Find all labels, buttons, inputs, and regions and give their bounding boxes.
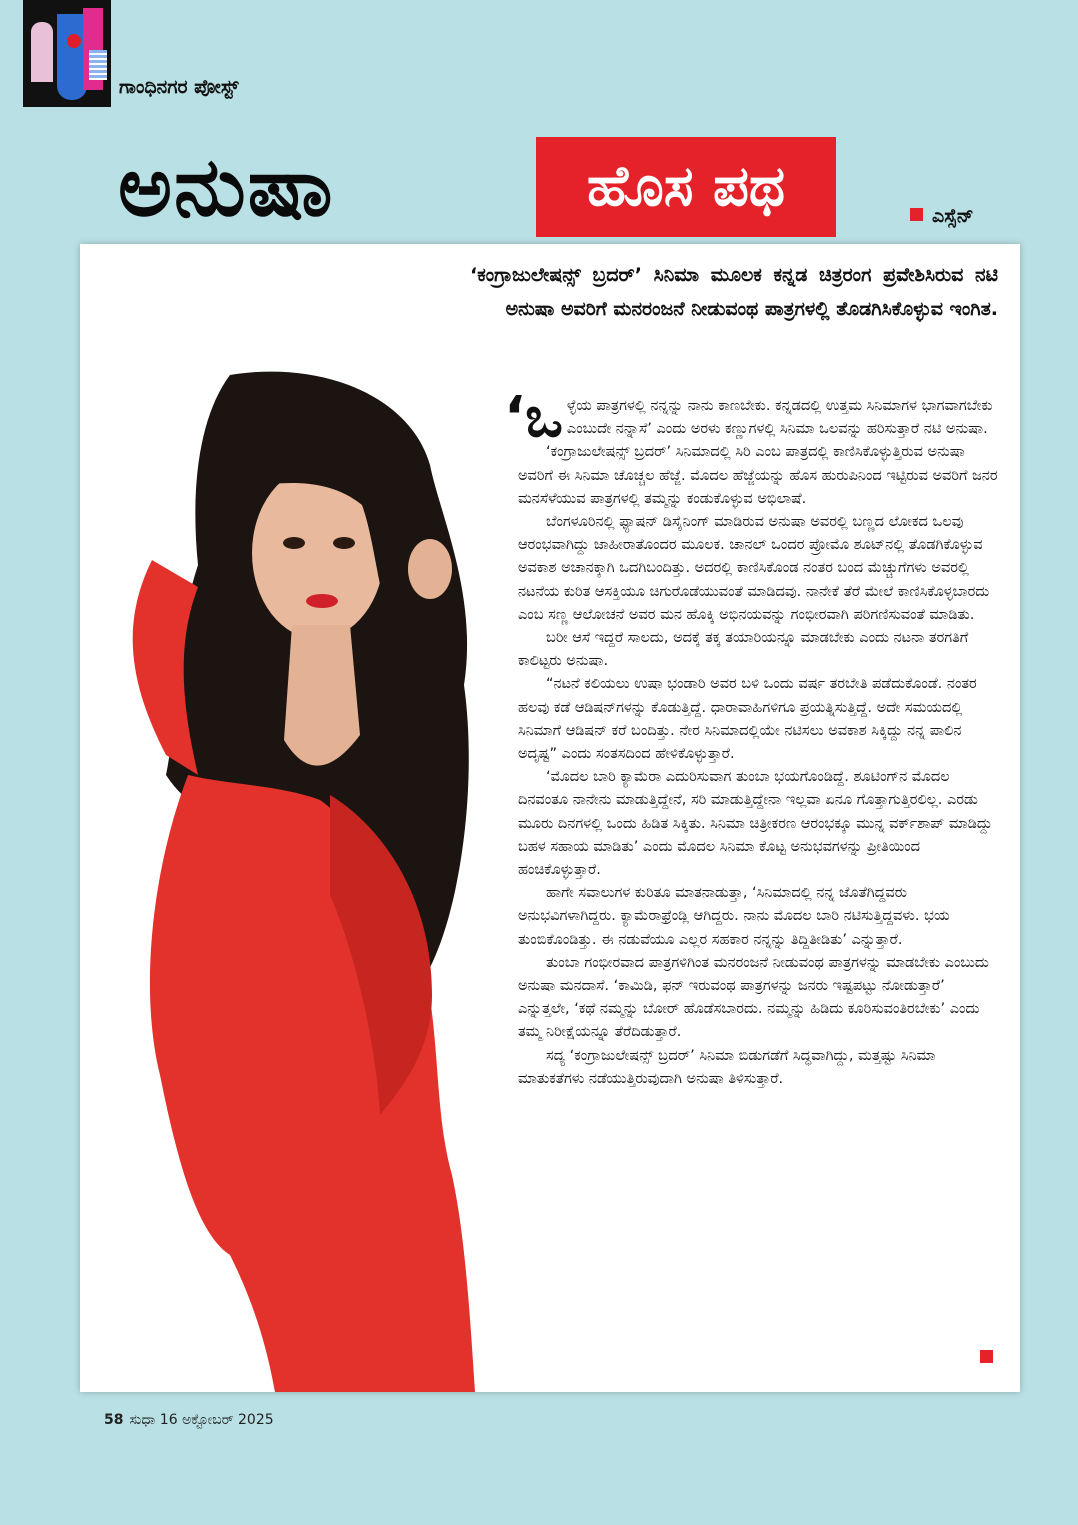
article-paragraph [504, 385, 998, 450]
page-number: 58 [104, 1412, 124, 1428]
photo-actress [80, 355, 520, 1392]
article-paragraph: ಹಾಗೇ ಸವಾಲುಗಳ ಕುರಿತೂ ಮಾತನಾಡುತ್ತಾ, ‘ಸಿನಿಮಾದಲ್ಲಿ ನನ್ನ ಜೊತೆಗಿದ್ದವರು ಅನುಭವಿಗಳಾಗಿದ್ದರು. ಕ್ಯಾಮೆರಾಫ್ರೆಂಡ್ಲಿ ಆಗಿದ್ದರು. ನಾನು ಮೊದಲ ಬಾರಿ ನಟಿಸುತ್ತಿದ್ದವಳು. ಭಯ ತುಂಬಿಕೊಂಡಿತ್ತು. ಈ ನಡುವೆಯೂ ಎಲ್ಲರ ಸಹಕಾರ ನನ್ನನ್ನು ತಿದ್ದಿತೀಡಿತು’ ಎನ್ನುತ್ತಾರೆ. [518, 885, 950, 948]
standfirst [470, 258, 998, 326]
article-paragraph: “ನಟನೆ ಕಲಿಯಲು ಉಷಾ ಭಂಡಾರಿ ಅವರ ಬಳಿ ಒಂದು ವರ್ಷ ತರಬೇತಿ ಪಡೆದುಕೊಂಡೆ. ನಂತರ ಹಲವು ಕಡೆ ಆಡಿಷನ್‌ಗಳನ್ನು ಕೊಡುತ್ತಿದ್ದೆ. ಧಾರಾವಾಹಿಗಳಿಗೂ ಪ್ರಯತ್ನಿಸುತ್ತಿದ್ದೆ. ಅದೇ ಸಮಯದಲ್ಲಿ ಸಿನಿಮಾಗೆ ಆಡಿಷನ್ ಕರೆ ಬಂದಿತ್ತು. ನೇರ ಸಿನಿಮಾದಲ್ಲಿಯೇ ನಟಿಸಲು ಅವಕಾಶ ಸಿಕ್ಕಿದ್ದು ನನ್ನ ಪಾಲಿನ ಅದೃಷ್ಟ” ಎಂದು ಸಂತಸದಿಂದ ಹೇಳಿಕೊಳ್ಳುತ್ತಾರೆ. [518, 676, 977, 763]
lips [306, 594, 338, 608]
headline-kicker-box [536, 137, 836, 237]
article-paragraph: ‘ಕಂಗ್ರಾಜುಲೇಷನ್ಸ್ ಬ್ರದರ್’ ಸಿನಿಮಾದಲ್ಲಿ ಸಿರಿ ಎಂಬ ಪಾತ್ರದಲ್ಲಿ ಕಾಣಿಸಿಕೊಳ್ಳುತ್ತಿರುವ ಅನುಷಾ ಅವರಿಗೆ ಈ ಸಿನಿಮಾ ಚೊಚ್ಚಲ ಹೆಜ್ಜೆ. ಮೊದಲ ಹೆಜ್ಜೆಯನ್ನು ಹೊಸ ಹುರುಪಿನಿಂದ ಇಟ್ಟಿರುವ ಅವರಿಗೆ ಜನರ ಮನಸೆಳೆಯುವ ಪಾತ್ರಗಳಲ್ಲಿ ತಮ್ಮನ್ನು ಕಂಡುಕೊಳ್ಳುವ ಅಭಿಲಾಷೆ. [518, 444, 998, 507]
article-paragraph: ‘ಮೊದಲ ಬಾರಿ ಕ್ಯಾಮೆರಾ ಎದುರಿಸುವಾಗ ತುಂಬಾ ಭಯಗೊಂಡಿದ್ದೆ. ಶೂಟಿಂಗ್‌ನ ಮೊದಲ ದಿನವಂತೂ ನಾನೇನು ಮಾಡುತ್ತಿದ್ದೇನೆ, ಸರಿ ಮಾಡುತ್ತಿದ್ದೇನಾ ಇಲ್ಲವಾ ಏನೂ ಗೊತ್ತಾಗುತ್ತಿರಲಿಲ್ಲ. ಎರಡು ಮೂರು ದಿನಗಳಲ್ಲಿ ಒಂದು ಹಿಡಿತ ಸಿಕ್ಕಿತು. ಸಿನಿಮಾ ಚಿತ್ರೀಕರಣ ಆರಂಭಕ್ಕೂ ಮುನ್ನ ವರ್ಕ್‌ಶಾಪ್ ಮಾಡಿದ್ದು ಬಹಳ ಸಹಾಯ ಮಾಡಿತು’ ಎಂದು ಮೊದಲ ಸಿನಿಮಾ ಕೊಟ್ಟ ಅನುಭವಗಳನ್ನು ಪ್ರೀತಿಯಿಂದ ಹಂಚಿಕೊಳ್ಳುತ್ತಾರೆ. [518, 769, 993, 879]
logo-shape-stripes [89, 50, 107, 80]
neck [284, 625, 360, 766]
logo-shape-pink [31, 22, 53, 82]
eye-right [333, 537, 355, 549]
section-label: ಗಾಂಧಿನಗರ ಪೋಸ್ಟ್ [119, 76, 239, 98]
standfirst-text: ‘ಕಂಗ್ರಾಜುಲೇಷನ್ಸ್ ಬ್ರದರ್’ ಸಿನಿಮಾ ಮೂಲಕ ಕನ್ನಡ ಚಿತ್ರರಂಗ ಪ್ರವೇಶಿಸಿರುವ ನಟಿ ಅನುಷಾ ಅವರಿಗೆ ಮನರಂಜನೆ ನೀಡುವಂಥ ಪಾತ್ರಗಳಲ್ಲಿ ತೊಡಗಿಸಿಕೊಳ್ಳುವ ಇಂಗಿತ. [470, 264, 998, 320]
page-footer [104, 1412, 274, 1428]
photo-illustration [80, 355, 520, 1392]
byline-square-icon [910, 208, 923, 221]
hand [408, 539, 452, 599]
magazine-logo [23, 0, 111, 107]
headline-title: ಅನುಷಾ [118, 140, 335, 235]
issue-date: ಸುಧಾ 16 ಅಕ್ಟೋಬರ್ 2025 [129, 1412, 274, 1428]
dropcap: ‘ಒ [504, 385, 563, 450]
byline [910, 205, 974, 227]
end-square-icon [980, 1350, 993, 1363]
article-paragraph: ಬರೀ ಆಸೆ ಇದ್ದರೆ ಸಾಲದು, ಅದಕ್ಕೆ ತಕ್ಕ ತಯಾರಿಯನ್ನೂ ಮಾಡಬೇಕು ಎಂದು ನಟನಾ ತರಗತಿಗೆ ಕಾಲಿಟ್ಟರು ಅನುಷಾ. [518, 630, 969, 670]
article-paragraph-text: ಳ್ಳೆಯ ಪಾತ್ರಗಳಲ್ಲಿ ನನ್ನನ್ನು ನಾನು ಕಾಣಬೇಕು. ಕನ್ನಡದಲ್ಲಿ ಉತ್ತಮ ಸಿನಿಮಾಗಳ ಭಾಗವಾಗಬೇಕು ಎಂಬುದೇ ನನ್ನಾಸೆ’ ಎಂದು ಅರಳು ಕಣ್ಣುಗಳಲ್ಲಿ ಸಿನಿಮಾ ಒಲವನ್ನು ಹರಿಸುತ್ತಾರೆ ನಟಿ ಅನುಷಾ. [566, 398, 993, 438]
headline-kicker: ಹೊಸ ಪಥ [586, 154, 786, 219]
article-paragraph: ಸದ್ಯ ‘ಕಂಗ್ರಾಜುಲೇಷನ್ಸ್ ಬ್ರದರ್’ ಸಿನಿಮಾ ಬಿಡುಗಡೆಗೆ ಸಿದ್ಧವಾಗಿದ್ದು, ಮತ್ತಷ್ಟು ಸಿನಿಮಾ ಮಾತುಕತೆಗಳು ನಡೆಯುತ್ತಿರುವುದಾಗಿ ಅನುಷಾ ತಿಳಿಸುತ್ತಾರೆ. [518, 1047, 936, 1087]
logo-shape-dot [67, 34, 81, 48]
byline-text: ಎಸ್ಸೆನ್ [932, 205, 974, 227]
article-paragraph: ಬೆಂಗಳೂರಿನಲ್ಲಿ ಫ್ಯಾಷನ್ ಡಿಸೈನಿಂಗ್ ಮಾಡಿರುವ ಅನುಷಾ ಅವರಲ್ಲಿ ಬಣ್ಣದ ಲೋಕದ ಒಲವು ಆರಂಭವಾಗಿದ್ದು ಜಾಹೀರಾತೊಂದರ ಮೂಲಕ. ಚಾನಲ್ ಒಂದರ ಪ್ರೋಮೊ ಶೂಟ್‌ನಲ್ಲಿ ತೊಡಗಿಕೊಳ್ಳುವ ಅವಕಾಶ ಅಚಾನಕ್ಕಾಗಿ ಒದಗಿಬಂದಿತ್ತು. ಅದರಲ್ಲಿ ಕಾಣಿಸಿಕೊಂಡ ನಂತರ ಬಂದ ಮೆಚ್ಚುಗೆಗಳು ಅವರಲ್ಲಿ ನಟನೆಯ ಕುರಿತ ಆಸಕ್ತಿಯೂ ಚಿಗುರೊಡೆಯುವಂತೆ ಮಾಡಿದವು. ನಾನೇಕೆ ತೆರೆ ಮೇಲೆ ಕಾಣಿಸಿಕೊಳ್ಳಬಾರದು ಎಂಬ ಸಣ್ಣ ಆಲೋಚನೆ ಅವರ ಮನ ಹೊಕ್ಕಿ ಅಭಿನಯವನ್ನು ಗಂಭೀರವಾಗಿ ಪರಿಗಣಿಸುವಂತೆ ಮಾಡಿತು. [518, 514, 990, 623]
article-paragraph: ತುಂಬಾ ಗಂಭೀರವಾದ ಪಾತ್ರಗಳಿಗಿಂತ ಮನರಂಜನೆ ನೀಡುವಂಥ ಪಾತ್ರಗಳನ್ನು ಮಾಡಬೇಕು ಎಂಬುದು ಅನುಷಾ ಮನದಾಸೆ. ‘ಕಾಮಿಡಿ, ಫನ್ ಇರುವಂಥ ಪಾತ್ರಗಳನ್ನು ಜನರು ಇಷ್ಟಪಟ್ಟು ನೋಡುತ್ತಾರೆ’ ಎನ್ನುತ್ತಲೇ, ‘ಕಥೆ ನಮ್ಮನ್ನು ಬೋರ್ ಹೊಡೆಸಬಾರದು. ನಮ್ಮನ್ನು ಹಿಡಿದು ಕೂರಿಸುವಂತಿರಬೇಕು’ ಎಂದು ತಮ್ಮ ನಿರೀಕ್ಷೆಯನ್ನೂ ತೆರೆದಿಡುತ್ತಾರೆ. [518, 954, 989, 1041]
article-body [504, 385, 998, 1091]
eye-left [283, 537, 305, 549]
